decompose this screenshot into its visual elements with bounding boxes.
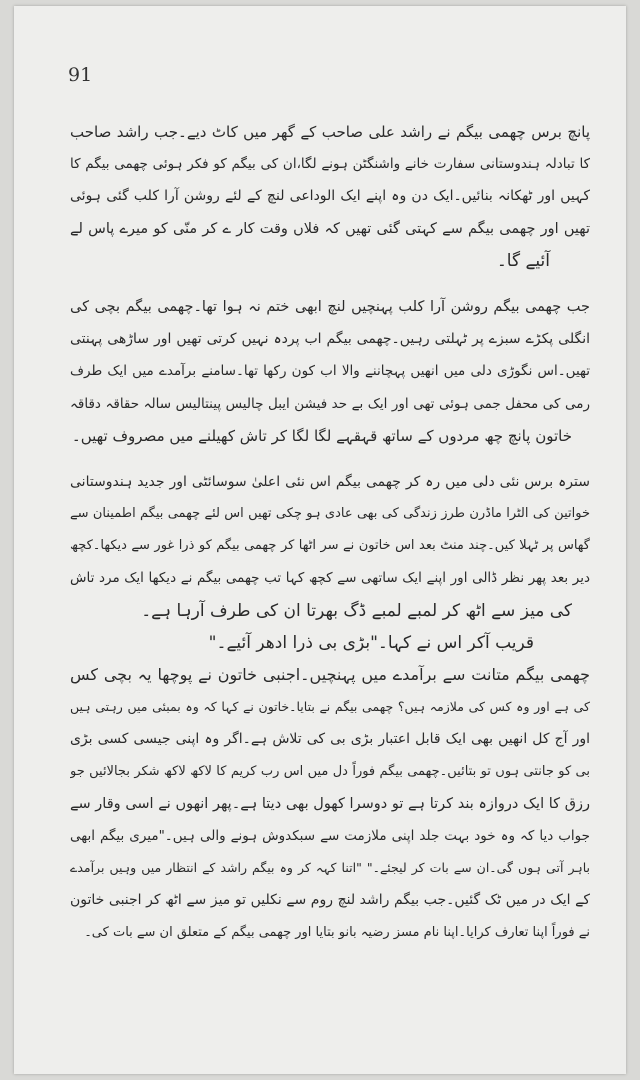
text-line: خاتون پانچ چھ مردوں کے ساتھ قہقہے لگا لگا کر تاش کھیلنے میں مصروف تھیں۔: [71, 426, 572, 445]
text-line: آئیے گا۔: [496, 250, 550, 271]
book-page: [14, 6, 626, 1074]
text-line: گھاس پر ٹہلا کیں۔چند منٹ بعد اس خاتون نے سر اٹھا کر چھمی بیگم کو ذرا غور سے دیکھا۔کچھ: [70, 538, 590, 554]
text-line: قریب آکر اس نے کہا۔"بڑی بی ذرا ادھر آئیے۔": [208, 632, 534, 653]
text-line: کی ہے اور وہ کس کی ملازمہ ہیں؟ چھمی بیگم نے بتایا۔خاتون نے کہا کہ وہ بمبئی میں رہتی ہیں: [70, 699, 590, 715]
paragraph-3: [70, 466, 590, 659]
text-line: کہیں اور ٹھکانہ بنائیں۔ایک دن وہ اپنے ایک الوداعی لنچ کے لئے روشن آرا کلب گئی ہوئی: [70, 188, 590, 205]
text-line: کے ایک در میں ٹک گئیں۔جب بیگم راشد لنچ روم سے نکلیں تو میز سے اٹھ کر اجنبی خاتون: [70, 892, 590, 909]
text-line: باہر آتی ہوں گی۔ان سے بات کر لیجئے۔" "اتنا کہہ کر وہ بیگم راشد کے انتظار میں وہیں برآمدے: [70, 860, 590, 876]
page-text: [70, 116, 590, 949]
text-line: رزق کا ایک دروازہ بند کرتا ہے تو دوسرا کھول بھی دیتا ہے۔پھر انھوں نے اسی وقار سے: [70, 795, 590, 812]
text-line: پانچ برس چھمی بیگم نے راشد علی صاحب کے گھر میں کاٹ دیے۔جب راشد صاحب: [70, 123, 590, 141]
page-number: 91: [68, 64, 93, 86]
text-line: بی کو جانتی ہوں تو بتائیں۔چھمی بیگم فوراً دل میں اس رب کریم کا لاکھ لاکھ شکر بجالائیں جو: [70, 763, 590, 779]
text-line: اور آج کل انھیں بھی ایک قابل اعتبار بڑی بی کی تلاش ہے۔اگر وہ اپنی جیسی کسی بڑی: [70, 731, 590, 748]
paragraph-2: [70, 291, 590, 452]
text-line: چھمی بیگم متانت سے برآمدے میں پہنچیں۔اجنبی خاتون نے پوچھا یہ بچی کس: [70, 665, 590, 684]
text-line: جب چھمی بیگم روشن آرا کلب پہنچیں لنچ ابھی ختم نہ ہوا تھا۔چھمی بیگم بچی کی: [70, 298, 590, 315]
text-line: انگلی پکڑے سبزے پر ٹہلتی رہیں۔چھمی بیگم اب پردہ نہیں کرتی تھیں اور ساڑھی پہنتی: [70, 331, 590, 348]
text-line: کا تبادلہ ہندوستانی سفارت خانے واشنگٹن ہونے لگا،ان کی بیگم کو فکر ہوئی چھمی بیگم کا: [70, 156, 590, 173]
paragraph-1: [70, 116, 590, 277]
text-line: سترہ برس نئی دلی میں رہ کر چھمی بیگم اس نئی اعلیٰ سوسائٹی اور جدید ہندوستانی: [70, 473, 590, 490]
paragraph-4: [70, 659, 590, 949]
text-line: نے فوراً اپنا تعارف کرایا۔اپنا نام مسز رضیہ بانو بتایا اور چھمی بیگم کے متعلق ان سے بات کی۔: [84, 924, 590, 940]
text-line: کی میز سے اٹھ کر لمبے لمبے ڈگ بھرتا ان کی طرف آرہا ہے۔: [141, 600, 572, 621]
text-line: جواب دیا کہ وہ خود بہت جلد اپنی ملازمت سے سبکدوش ہونے والی ہیں۔"میری بیگم ابھی: [70, 827, 590, 844]
text-line: تھیں۔اس نگوڑی دلی میں انھیں پہچاننے والا اب کون رکھا تھا۔سامنے برآمدے میں ایک طرف: [70, 363, 590, 380]
text-line: خواتین کی الٹرا ماڈرن طرز زندگی کی بھی عادی ہو چکی تھیں اس لئے چھمی بیگم اطمینان سے: [70, 506, 590, 522]
text-line: رمی کی محفل جمی ہوئی تھی اور ایک بے حد فیشن ایبل چالیس پینتالیس سالہ حقاقہ دقاقہ: [70, 395, 590, 412]
text-line: تھیں اور چھمی بیگم سے کہتی گئی تھیں کہ فلاں وقت کار ے کر منّی کو میرے پاس لے: [70, 220, 590, 237]
text-line: دیر بعد پھر نظر ڈالی اور اپنے ایک ساتھی سے کچھ کہا تب چھمی بیگم نے دیکھا ایک مرد تاش: [70, 570, 590, 587]
